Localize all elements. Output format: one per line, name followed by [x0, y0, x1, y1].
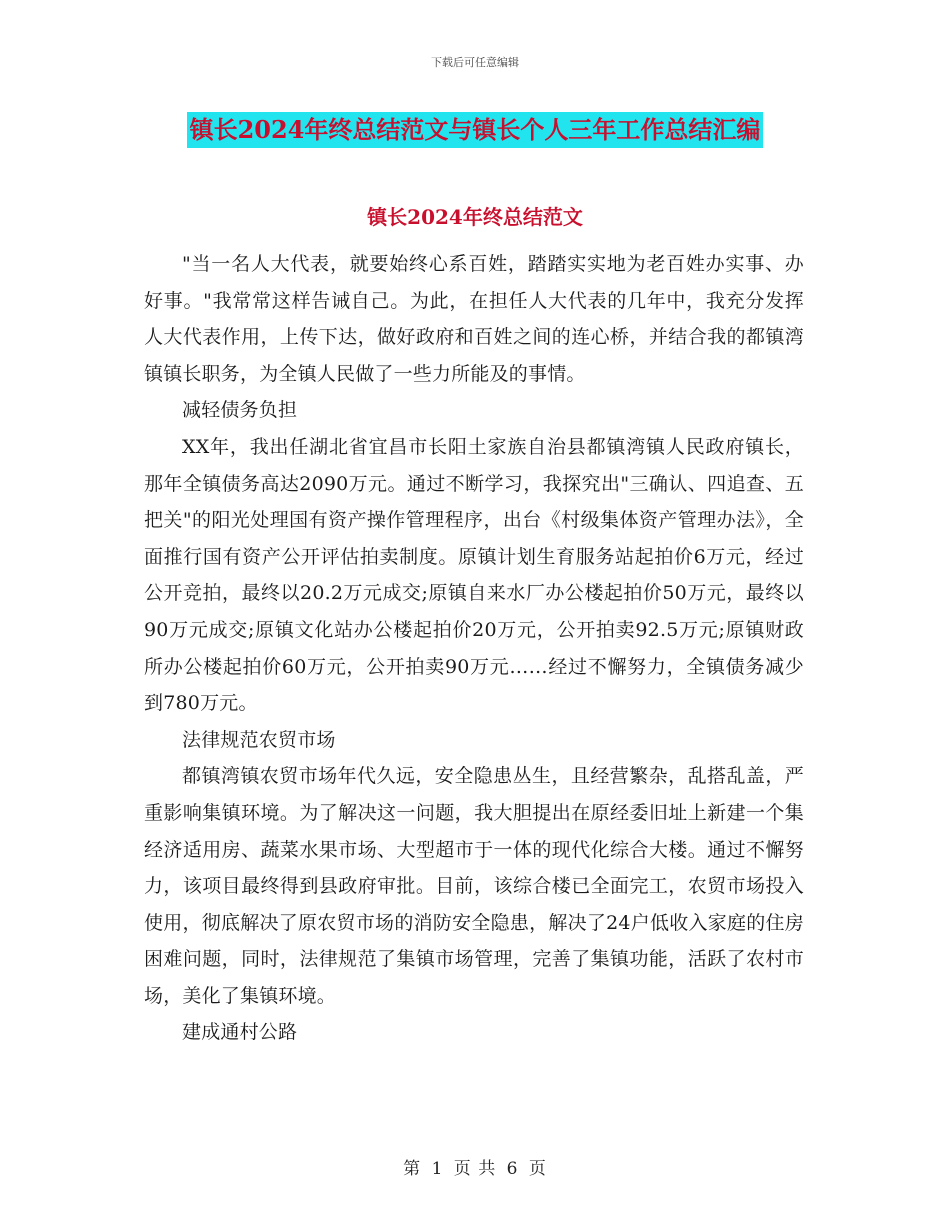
footer-prefix: 第 — [403, 1159, 422, 1179]
paragraph-intro: "当一名人大代表，就要始终心系百姓，踏踏实实地为老百姓办实事、办好事。"我常常这样告诫自己。为此，在担任人大代表的几年中，我充分发挥人大代表作用，上传下达，做好政府和百姓之间的连心桥，并结合我的都镇湾镇镇长职务，为全镇人民做了一些力所能及的事情。 — [144, 253, 804, 385]
page-footer — [0, 1154, 950, 1179]
footer-current-page: 1 — [431, 1159, 444, 1179]
main-title: 镇长2024年终总结范文与镇长个人三年工作总结汇编 — [187, 112, 764, 148]
paragraph-debt: XX年，我出任湖北省宜昌市长阳土家族自治县都镇湾镇人民政府镇长，那年全镇债务高达2090万元。通过不断学习，我探究出"三确认、四追查、五把关"的阳光处理国有资产操作管理程序，出台《村级集体资产管理办法》，全面推行国有资产公开评估拍卖制度。原镇计划生育服务站起拍价6万元，经过公开竞拍，最终以20.2万元成交;原镇自来水厂办公楼起拍价50万元，最终以90万元成交;原镇文化站办公楼起拍价20万元，公开拍卖92.5万元;原镇财政所办公楼起拍价60万元，公开拍卖90万元……经过不懈努力，全镇债务减少到780万元。 — [144, 435, 804, 715]
paragraph-market: 都镇湾镇农贸市场年代久远，安全隐患丛生，且经营繁杂，乱搭乱盖，严重影响集镇环境。为了解决这一问题，我大胆提出在原经委旧址上新建一个集经济适用房、蔬菜水果市场、大型超市于一体的现代化综合大楼。通过不懈努力，该项目最终得到县政府审批。目前，该综合楼已全面完工，农贸市场投入使用，彻底解决了原农贸市场的消防安全隐患，解决了24户低收入家庭的住房困难问题，同时，法律规范了集镇市场管理，完善了集镇功能，活跃了农村市场，美化了集镇环境。 — [144, 765, 804, 1007]
footer-suffix: 页 — [528, 1159, 547, 1179]
footer-total-pages: 6 — [506, 1159, 519, 1179]
footer-middle: 页 共 — [453, 1159, 497, 1179]
section-heading-debt: 减轻债务负担 — [182, 399, 298, 422]
section-heading-market: 法律规范农贸市场 — [182, 728, 336, 751]
header-note: 下载后可任意编辑 — [431, 56, 519, 69]
document-body — [144, 246, 804, 1051]
main-title-container — [0, 112, 950, 148]
section-title: 镇长2024年终总结范文 — [367, 205, 583, 229]
section-heading-road: 建成通村公路 — [182, 1021, 298, 1044]
